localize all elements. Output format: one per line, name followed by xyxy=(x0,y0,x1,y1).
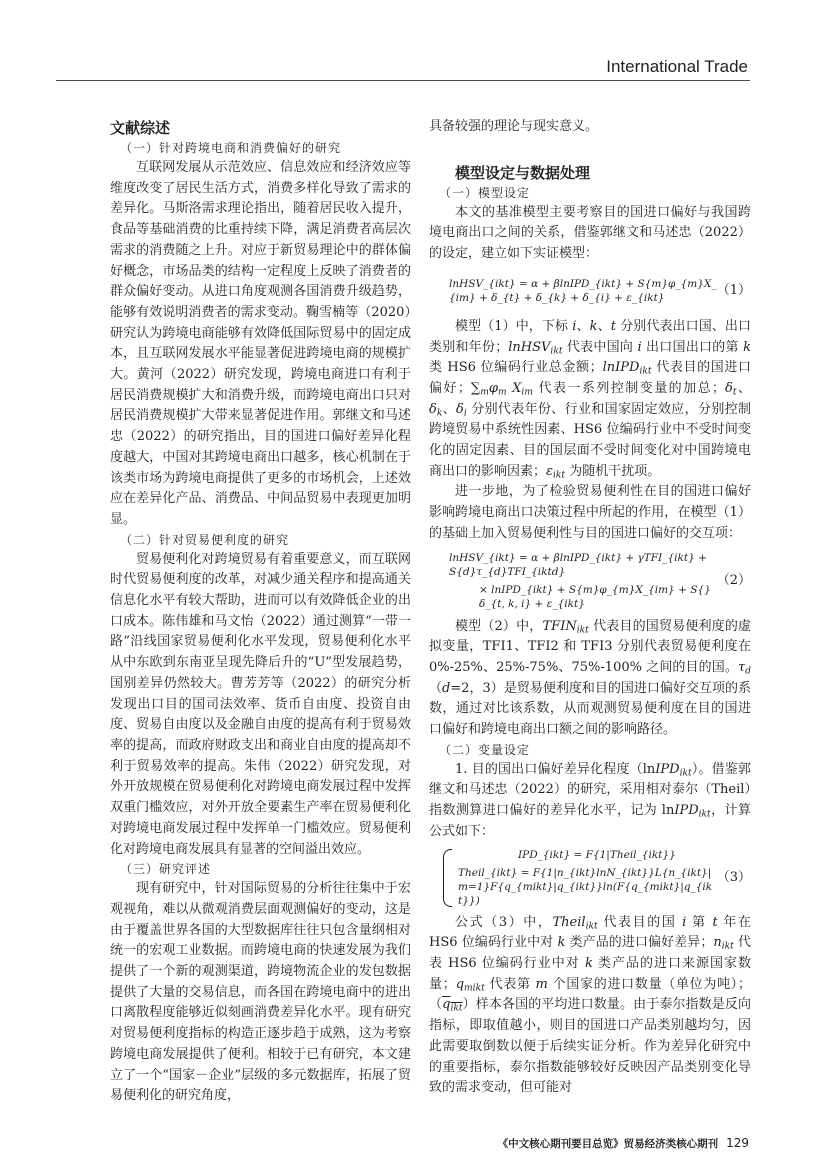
equation-1 xyxy=(429,265,751,317)
section-heading-model: 模型设定与数据处理 xyxy=(455,163,591,182)
equation-row: lnHSV_{ikt} = α + βlnIPD_{ikt} + γTFI_{ikt} + S{d}τ_{d}TFI_{iktd} xyxy=(449,551,707,578)
page-footer xyxy=(498,1136,749,1151)
equation-row: × lnIPD_{ikt} + S{m}φ_{m}X_{im} + S{}δ_{t, k, i} + ε_{ikt} xyxy=(479,583,711,610)
paragraph: 本文的基准模型主要考察目的国进口偏好与我国跨境电商出口之间的关系，借鉴郭继文和马述忠（2022）的设定，建立如下实证模型： xyxy=(429,204,751,262)
paragraph: 现有研究中，针对国际贸易的分析往往集中于宏观视角，难以从微观消费层面观测偏好的变动，这是由于覆盖世界各国的大型数据库往往只包含量纲相对统一的宏观工业数据。而跨境电商的快速发展为我们提供了一个新的观测渠道，跨境物流企业的发包数据提供了大量的交易信息，而各国在跨境电商中的进出口离散程度能够近似刻画消费差异化水平。现有研究对贸易便利度指标的构造正逐步趋于成熟，这为考察跨境电商发展提供了便利。相较于已有研究，本文建立了一个“国家－企业”层级的多元数据库，拓展了贸易便利化的研究角度， xyxy=(110,881,411,1104)
equation-3 xyxy=(429,843,751,913)
subsection-heading: （三）研究评述 xyxy=(120,862,212,877)
journal-name: 《中文核心期刊要目总览》贸易经济类核心期刊 xyxy=(497,1138,719,1150)
paragraph: 1. 目的国出口偏好差异化程度（lnIPD$_{ikt}$）。借鉴郭继文和马述忠（2022）的研究，采用相对泰尔（Theil）指数测算进口偏好的差异化水平，记为 lnIPD$_{ikt}$，计算公式如下： xyxy=(429,761,751,839)
paragraph: 互联网发展从示范效应、信息效应和经济效应等维度改变了居民生活方式，消费多样化导致了需求的差异化。马斯洛需求理论指出，随着居民收入提升，食品等基础消费的比重持续下降，满足消费者高层次需求的消费随之上升。对应于新贸易理论中的群体偏好概念，市场品类的结构一定程度上反映了消费者的群众偏好变动。从进口角度观测各国消费升级趋势，能够有效说明消费者的需求变动。鞠雪楠等（2020）研究认为跨境电商能够有效降低国际贸易中的固定成本，且互联网发展水平能显著促进跨境电商的规模扩大。黄河（2022）研究发现，跨境电商进口有利于居民消费规模扩大和消费升级，而跨境电商出口只对居民消费规模扩大带来显著促进作用。郭继文和马述忠（2022）的研究指出，目的国进口偏好差异化程度越大，中国对其跨境电商出口越多，核心机制在于该类市场为跨境电商提供了更多的市场机会，上述效应在差异化产品、消费品、中间品贸易中表现更加明显。 xyxy=(110,160,411,527)
left-column xyxy=(110,117,411,1107)
paragraph: 贸易便利化对跨境贸易有着重要意义，而互联网时代贸易便利度的改革，对减少通关程序和提高通关信息化水平有较大帮助，进而可以有效降低企业的出口成本。陈伟雄和马文怡（2022）通过测算“一带一路”沿线国家贸易便利化水平发现，贸易便利化水平从中东欧到东南亚呈现先降后升的“U”型发展趋势，国别差异仍然较大。曹芳芳等（2022）的研究分析发现出口目的国司法效率、货币自由度、投资自由度、贸易自由度以及金融自由度的提高有利于贸易效率的提高，而政府财政支出和商业自由度的提高却不利于贸易效率的提高。朱伟（2022）研究发现，对外开放规模在贸易便利化对跨境电商发展过程中发挥双重门槛效应，对外开放全要素生产率在贸易便利化对跨境电商发展过程中发挥单一门槛效应。贸易便利化对跨境电商发展具有显著的空间溢出效应。 xyxy=(110,551,411,857)
left-brace-icon xyxy=(443,849,452,907)
paragraph: 模型（1）中，下标 i、k、t 分别代表出口国、出口类别和年份；lnHSV$_{ikt}$ 代表中国向 i 出口国出口的第 k 类 HS6 位编码行业总金额；lnIPD$_{ikt}$ 代表目的国进口偏好；$\sum_m\varphi_m$ $X_{im}$ 代表一系列控制变量的加总；$\delta_t$、$\delta_k$、$\delta_i$ 分别代表年份、行业和国家固定效应，分别控制跨境贸易中系统性因素、HS6 位编码行业中不受时间变化的固定因素、目的国层面不受时间变化对中国跨境电商出口的影响因素；$\varepsilon_{ikt}$ 为随机干扰项。 xyxy=(429,318,752,480)
paragraph: 公式（3）中，Theil$_{ikt}$ 代表目的国 i 第 t 年在 HS6 位编码行业中对 k 类产品的进口偏好差异；$n_{ikt}$ 代表 HS6 位编码行业中对 k 类产品的进口来源国家数量；$q_{mikt}$ 代表第 m 个国家的进口数量（单位为吨）；$(q_{ikt})$样本各国的平均进口数量。由于泰尔指数是反向指标，即取值越小，则目的国进口产品类别越均匀，因此需要取倒数以便于后续实证分析。作为差异化研究中的重要指标，泰尔指数能够较好反映因产品类别变化导致的需求变动，但可能对 xyxy=(429,914,752,1096)
equation-number: （3） xyxy=(716,869,751,885)
equation-row: IPD_{ikt} = F{1|Theil_{ikt}} xyxy=(518,848,676,861)
subsection-heading: （二）针对贸易便利度的研究 xyxy=(120,532,290,547)
paragraph: 具备较强的理论与现实意义。 xyxy=(429,119,599,134)
equation-number: （1） xyxy=(716,282,751,298)
equation-2 xyxy=(429,545,751,617)
equation-body: lnHSV_{ikt} = α + βlnIPD_{ikt} + S{m}φ_{m}X_{im} + δ_{t} + δ_{k} + δ_{i} + ε_{ikt} xyxy=(449,277,717,304)
paragraph: 进一步地，为了检验贸易便利性在目的国进口偏好影响跨境电商出口决策过程中所起的作用，在模型（1）的基础上加入贸易便利性与目的国进口偏好的交互项： xyxy=(429,484,751,541)
subsection-heading: （一）模型设定 xyxy=(439,185,531,200)
section-title: International Trade xyxy=(606,57,748,76)
section-heading-literature-review: 文献综述 xyxy=(110,119,171,137)
equation-row: Theil_{ikt} = F{1|n_{ikt}lnN_{ikt}}L{n_{ikt}|m=1}F{q_{mikt}|q_{ikt}}ln(F{q_{mikt}|q_{ikt}}) xyxy=(458,866,713,907)
page-number: 129 xyxy=(726,1136,749,1150)
subsection-heading: （一）针对跨境电商和消费偏好的研究 xyxy=(120,141,342,155)
paragraph: 模型（2）中，$TFIN_{ikt}$ 代表目的国贸易便利度的虚拟变量，TFI1、TFI2 和 TFI3 分别代表贸易便利度在 0%-25%、25%-75%、75%-100% 之间的目的国。$\tau_d(d=2$，3）是贸易便利度和目的国进口偏好交互项的系数，通过对比该系数，从而观测贸易便利度在目的国进口偏好和跨境电商出口额之间的影响路径。 xyxy=(429,618,751,738)
running-header xyxy=(56,56,750,81)
subsection-heading: （二）变量设定 xyxy=(439,742,531,757)
equation-number: （2） xyxy=(716,572,751,588)
right-column xyxy=(429,117,751,1099)
